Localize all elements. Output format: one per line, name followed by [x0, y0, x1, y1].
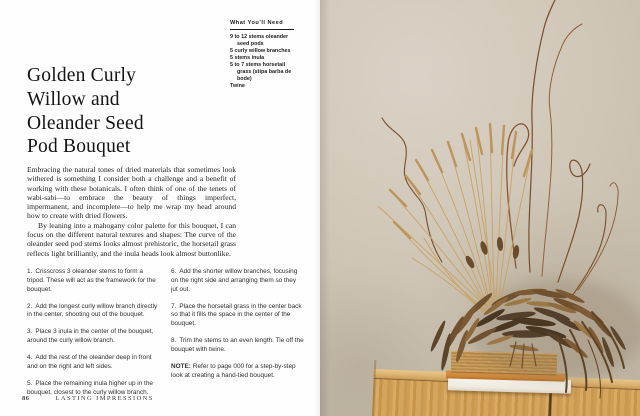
step-text: Place 3 inula in the center of the bouquet, around the curly willow branch.: [27, 328, 154, 345]
dried-bouquet-illustration: [320, 0, 640, 416]
step-text: Add the rest of the oleander deep in front and on the right and left sides.: [27, 354, 152, 370]
title-line: Golden Curly: [27, 65, 137, 86]
note-label: NOTE:: [171, 362, 191, 370]
material-item: 9 to 12 stems oleander seed pods: [230, 34, 289, 47]
step-number: 7.: [171, 302, 177, 310]
title-line: Willow and: [27, 88, 120, 110]
instructions-column-right: [171, 268, 304, 406]
step-item: [27, 303, 160, 321]
step-number: 6.: [171, 268, 177, 275]
curly-willow-branches: [382, 0, 618, 296]
page-number: 86: [22, 395, 30, 402]
page-title: [27, 64, 144, 159]
step-item: [171, 303, 304, 329]
step-item: [27, 268, 160, 294]
material-item: Twine: [230, 83, 245, 89]
step-text: Add the shorter willow branches, focusing on the right side and arranging them so they jut out.: [171, 268, 298, 293]
step-number: 8.: [171, 337, 177, 345]
step-number: 4.: [27, 354, 33, 362]
running-title: LASTING IMPRESSIONS: [55, 395, 154, 402]
instructions-column-left: [27, 268, 160, 406]
step-item: [171, 268, 304, 294]
step-number: 2.: [27, 302, 33, 310]
materials-items: [230, 34, 294, 90]
intro-text: [27, 165, 236, 258]
step-item: [27, 354, 160, 372]
note: [171, 363, 304, 381]
step-text: Trim the stems to an even length. Tie off the bouquet with twine.: [171, 337, 304, 353]
title-line: Pod Bouquet: [27, 136, 131, 158]
photo-page: [320, 0, 640, 416]
material-item: 5 stems inula: [230, 55, 265, 61]
step-text: Place the horsetail grass in the center back so that it fills the space in the center of the bouquet.: [171, 302, 302, 328]
page-footer: [22, 395, 154, 402]
step-text: Add the longest curly willow branch directly in the center, shooting out of the bouquet.: [27, 302, 158, 319]
step-number: 5.: [27, 379, 33, 387]
material-item: 5 to 7 stems horsetail grass (stipa barba de bode): [230, 62, 292, 82]
intro-paragraph: By leaning into a mahogany color palette for this bouquet, I can focus on the different natural textures and shapes: The curve of the oleander seed pod stems looks almost prehistoric, the horsetail grass reflects light brilliantly, and the inula heads look almost buttonlike.: [27, 220, 236, 258]
materials-heading: What You’ll Need: [230, 20, 294, 30]
step-number: 1.: [27, 268, 33, 275]
material-item: 5 curly willow branches: [230, 48, 291, 54]
step-text: Crisscross 3 oleander stems to form a tripod. These will act as the framework for the bouquet.: [27, 268, 156, 293]
grass-fan: [378, 124, 532, 312]
step-item: [171, 337, 304, 355]
instructions: [27, 268, 305, 406]
step-text: Place the remaining inula higher up in the bouquet, closest to the curly willow branch.: [27, 379, 153, 396]
note-text: Refer to page 000 for a step-by-step look at creating a hand-tied bouquet.: [171, 362, 296, 379]
materials-list: [230, 20, 294, 90]
title-line: Oleander Seed: [27, 112, 144, 134]
intro-paragraph: Embracing the natural tones of dried materials that sometimes look withered is something I consider both a challenge and a benefit of working with these botanicals. I often think of one of the tenets of wabi-sabi—to embrace the beauty of things imperfect, impermanent, and incomplete—to help me wrap my head around how to create with dried flowers.: [27, 165, 236, 221]
step-number: 3.: [27, 328, 33, 336]
step-item: [27, 328, 160, 346]
